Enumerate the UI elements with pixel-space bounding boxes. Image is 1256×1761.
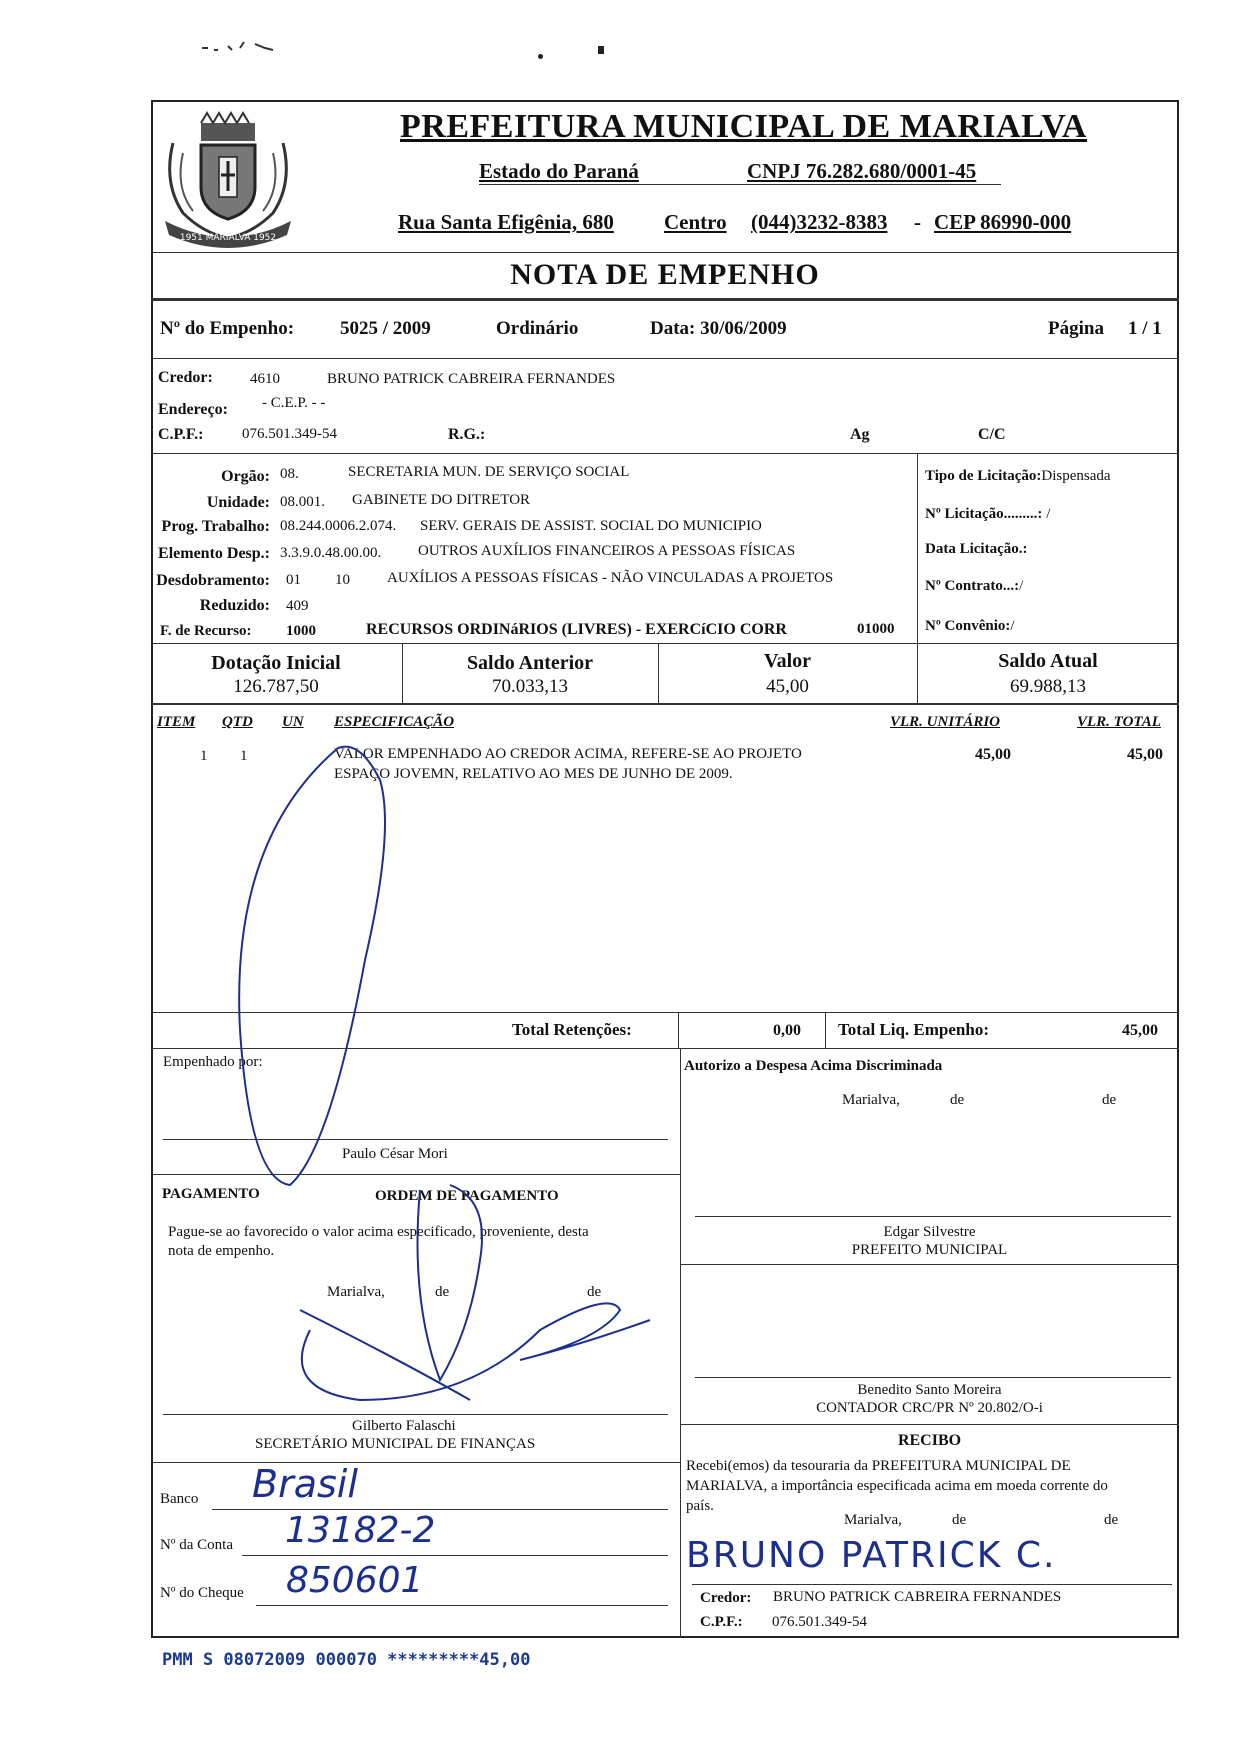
- credor-code: 4610: [250, 371, 280, 387]
- recurso-name: RECURSOS ORDINáRIOS (LIVRES) - EXERCíCIO CORR: [366, 621, 787, 638]
- recibo-text1: Recebi(emos) da tesouraria da PREFEITURA MUNICIPAL DE: [686, 1458, 1071, 1474]
- elemento-code: 3.3.9.0.48.00.00.: [280, 545, 382, 561]
- scan-specks: [200, 38, 330, 58]
- rg-label: R.G.:: [448, 426, 486, 443]
- cheque-label: Nº do Cheque: [160, 1585, 244, 1601]
- reduzido-label: Reduzido:: [199, 597, 270, 614]
- recibo-signature: BRUNO PATRICK C.: [686, 1535, 1057, 1576]
- scan-speck: [538, 54, 543, 59]
- page-number: 1 / 1: [1128, 318, 1162, 339]
- data-licitacao-label: Data Licitação.:: [925, 541, 1028, 557]
- saldo-atual-value: 69.988,13: [1010, 676, 1086, 697]
- credor-address: - C.E.P. - -: [262, 395, 326, 411]
- divider: [151, 358, 1179, 359]
- secretary-title: SECRETÁRIO MUNICIPAL DE FINANÇAS: [255, 1436, 536, 1452]
- state-label: Estado do Paraná: [479, 159, 639, 183]
- elemento-name: OUTROS AUXÍLIOS FINANCEIROS A PESSOAS FÍSICAS: [418, 543, 796, 559]
- banco-line: [212, 1509, 668, 1510]
- svg-text:1951 MARIALVA 1952: 1951 MARIALVA 1952: [179, 233, 277, 243]
- recibo-de2: de: [1104, 1512, 1119, 1528]
- district-label: Centro: [664, 210, 727, 234]
- item-vlr-unit: 45,00: [975, 746, 1011, 763]
- liq-label: Total Liq. Empenho:: [838, 1020, 989, 1039]
- col-vlr-total: VLR. TOTAL: [1077, 714, 1161, 730]
- conta-line: [242, 1555, 668, 1556]
- divider: [825, 1012, 826, 1048]
- page-title: PREFEITURA MUNICIPAL DE MARIALVA: [400, 108, 1087, 145]
- recibo-de1: de: [952, 1512, 967, 1528]
- autorizo-de2: de: [1102, 1092, 1117, 1108]
- item-espec-line2: ESPAÇO JOVEMN, RELATIVO AO MES DE JUNHO DE 2009.: [334, 766, 733, 782]
- banco-value: Brasil: [252, 1462, 358, 1506]
- desdob-code1: 01: [286, 572, 301, 588]
- divider: [151, 1462, 680, 1463]
- accountant-title: CONTADOR CRC/PR Nº 20.802/O-i: [816, 1400, 1043, 1416]
- recibo-place: Marialva,: [844, 1512, 902, 1528]
- conta-label: Nº da Conta: [160, 1537, 233, 1553]
- item-number: 1: [200, 748, 208, 764]
- empenhado-label: Empenhado por:: [163, 1054, 263, 1070]
- orgao-code: 08.: [280, 466, 299, 482]
- credor-name: BRUNO PATRICK CABREIRA FERNANDES: [327, 371, 616, 387]
- signature-line: [692, 1584, 1172, 1585]
- ordem-label: ORDEM DE PAGAMENTO: [375, 1188, 559, 1204]
- col-espec: ESPECIFICAÇÃO: [334, 714, 455, 730]
- cheque-value: 850601: [286, 1560, 424, 1601]
- signature-line: [695, 1377, 1171, 1378]
- divider: [151, 1048, 1179, 1049]
- signature-line: [695, 1216, 1171, 1217]
- col-un: UN: [282, 714, 304, 730]
- divider: [680, 1264, 1179, 1265]
- saldo-atual-label: Saldo Atual: [998, 650, 1098, 672]
- autorizo-label: Autorizo a Despesa Acima Discriminada: [684, 1058, 943, 1074]
- dotacao-label: Dotação Inicial: [211, 652, 341, 674]
- col-qtd: QTD: [222, 714, 253, 730]
- contrato-label: Nº Contrato...:/: [925, 578, 1024, 594]
- recibo-text3: país.: [686, 1498, 714, 1514]
- recurso-code2: 01000: [857, 621, 895, 637]
- scan-speck: [598, 46, 604, 54]
- divider: [151, 643, 1179, 644]
- convenio-label: Nº Convênio:/: [925, 618, 1015, 634]
- autorizo-de1: de: [950, 1092, 965, 1108]
- desdob-label: Desdobramento:: [156, 572, 270, 589]
- divider: [678, 1012, 679, 1048]
- pagamento-label: PAGAMENTO: [162, 1186, 260, 1202]
- reduzido-value: 409: [286, 598, 309, 614]
- banco-label: Banco: [160, 1491, 199, 1507]
- orgao-label: Orgão:: [221, 468, 270, 485]
- empenho-number: 5025 / 2009: [340, 318, 431, 339]
- mayor-title: PREFEITO MUNICIPAL: [851, 1242, 1008, 1258]
- signature-line: [163, 1414, 668, 1415]
- divider: [917, 453, 918, 643]
- signature-line: [163, 1139, 668, 1140]
- footer-code: PMM S 08072009 000070 *********45,00: [162, 1650, 531, 1670]
- divider: [151, 252, 1179, 253]
- divider: [151, 1012, 1179, 1013]
- tipo-licitacao-value: Dispensada: [1041, 468, 1111, 484]
- unidade-name: GABINETE DO DITRETOR: [352, 492, 531, 508]
- address-label: Rua Santa Efigênia, 680: [398, 210, 614, 234]
- divider: [151, 1174, 680, 1175]
- retencoes-value: 0,00: [773, 1022, 801, 1039]
- divider: [680, 1424, 1179, 1425]
- unidade-label: Unidade:: [206, 494, 270, 511]
- page-label: Página: [1048, 318, 1104, 339]
- numero-licitacao-value: /: [1046, 506, 1051, 522]
- empenho-number-label: Nº do Empenho:: [160, 318, 295, 339]
- unidade-code: 08.001.: [280, 494, 325, 510]
- numero-licitacao-label: Nº Licitação.........: /: [925, 506, 1051, 522]
- pagamento-text2: nota de empenho.: [168, 1243, 275, 1259]
- item-vlr-total: 45,00: [1127, 746, 1163, 763]
- cpf-label: C.P.F.:: [158, 426, 204, 443]
- address-field-label: Endereço:: [158, 401, 228, 418]
- recibo-credor-label: Credor:: [700, 1590, 752, 1606]
- header-underline: [479, 184, 1001, 185]
- saldo-anterior-label: Saldo Anterior: [466, 652, 594, 674]
- prog-label: Prog. Trabalho:: [161, 518, 270, 535]
- pagamento-text1: Pague-se ao favorecido o valor acima especificado, proveniente, desta: [168, 1224, 589, 1240]
- credor-label: Credor:: [158, 369, 213, 386]
- valor-value: 45,00: [766, 676, 809, 697]
- recibo-text2: MARIALVA, a importância especificada acima em moeda corrente do: [686, 1478, 1108, 1494]
- divider: [151, 298, 1179, 301]
- recurso-label: F. de Recurso:: [160, 623, 252, 639]
- desdob-code2: 10: [335, 572, 350, 588]
- cep-label: CEP 86990-000: [934, 210, 1072, 234]
- pagamento-de2: de: [587, 1284, 602, 1300]
- accountant-name: Benedito Santo Moreira: [857, 1382, 1002, 1398]
- divider: [680, 1048, 681, 1638]
- municipal-crest-icon: [153, 103, 303, 251]
- autorizo-place: Marialva,: [842, 1092, 900, 1108]
- col-item: ITEM: [157, 714, 196, 730]
- dotacao-value: 126.787,50: [233, 676, 319, 697]
- prog-code: 08.244.0006.2.074.: [280, 518, 397, 534]
- divider: [151, 453, 1179, 454]
- liq-value: 45,00: [1122, 1022, 1158, 1039]
- retencoes-label: Total Retenções:: [512, 1020, 632, 1039]
- recibo-cpf-label: C.P.F.:: [700, 1614, 743, 1630]
- mayor-name: Edgar Silvestre: [883, 1224, 976, 1240]
- doc-title: NOTA DE EMPENHO: [510, 258, 820, 291]
- desdob-name: AUXÍLIOS A PESSOAS FÍSICAS - NÃO VINCULADAS A PROJETOS: [387, 570, 834, 586]
- empenho-date: Data: 30/06/2009: [650, 318, 787, 339]
- cheque-line: [256, 1605, 668, 1606]
- orgao-name: SECRETARIA MUN. DE SERVIÇO SOCIAL: [348, 464, 630, 480]
- item-qtd: 1: [240, 748, 248, 764]
- saldo-anterior-value: 70.033,13: [492, 676, 568, 697]
- col-vlr-unit: VLR. UNITÁRIO: [890, 714, 1001, 730]
- divider: [151, 703, 1179, 705]
- contrato-value: /: [1019, 578, 1024, 594]
- elemento-label: Elemento Desp.:: [158, 545, 270, 562]
- secretary-name: Gilberto Falaschi: [352, 1418, 456, 1434]
- separator-label: -: [914, 210, 921, 234]
- recibo-label: RECIBO: [897, 1432, 962, 1449]
- convenio-value: /: [1010, 618, 1015, 634]
- pagamento-de1: de: [435, 1284, 450, 1300]
- recibo-credor: BRUNO PATRICK CABREIRA FERNANDES: [773, 1589, 1062, 1605]
- ag-label: Ag: [850, 426, 870, 443]
- phone-label: (044)3232-8383: [751, 210, 888, 234]
- recibo-cpf: 076.501.349-54: [772, 1614, 867, 1630]
- recurso-code: 1000: [286, 623, 316, 639]
- tipo-licitacao-label: Tipo de Licitação:Dispensada: [925, 468, 1111, 484]
- empenho-type: Ordinário: [496, 318, 579, 339]
- item-espec-line1: VALOR EMPENHADO AO CREDOR ACIMA, REFERE-SE AO PROJETO: [334, 746, 802, 762]
- credor-cpf: 076.501.349-54: [242, 426, 337, 442]
- valor-label: Valor: [763, 650, 812, 672]
- prog-name: SERV. GERAIS DE ASSIST. SOCIAL DO MUNICIPIO: [420, 518, 762, 534]
- conta-value: 13182-2: [285, 1510, 436, 1551]
- cc-label: C/C: [978, 426, 1006, 443]
- empenhado-name: Paulo César Mori: [342, 1146, 448, 1162]
- pagamento-place: Marialva,: [327, 1284, 385, 1300]
- cnpj-label: CNPJ 76.282.680/0001-45: [747, 159, 977, 183]
